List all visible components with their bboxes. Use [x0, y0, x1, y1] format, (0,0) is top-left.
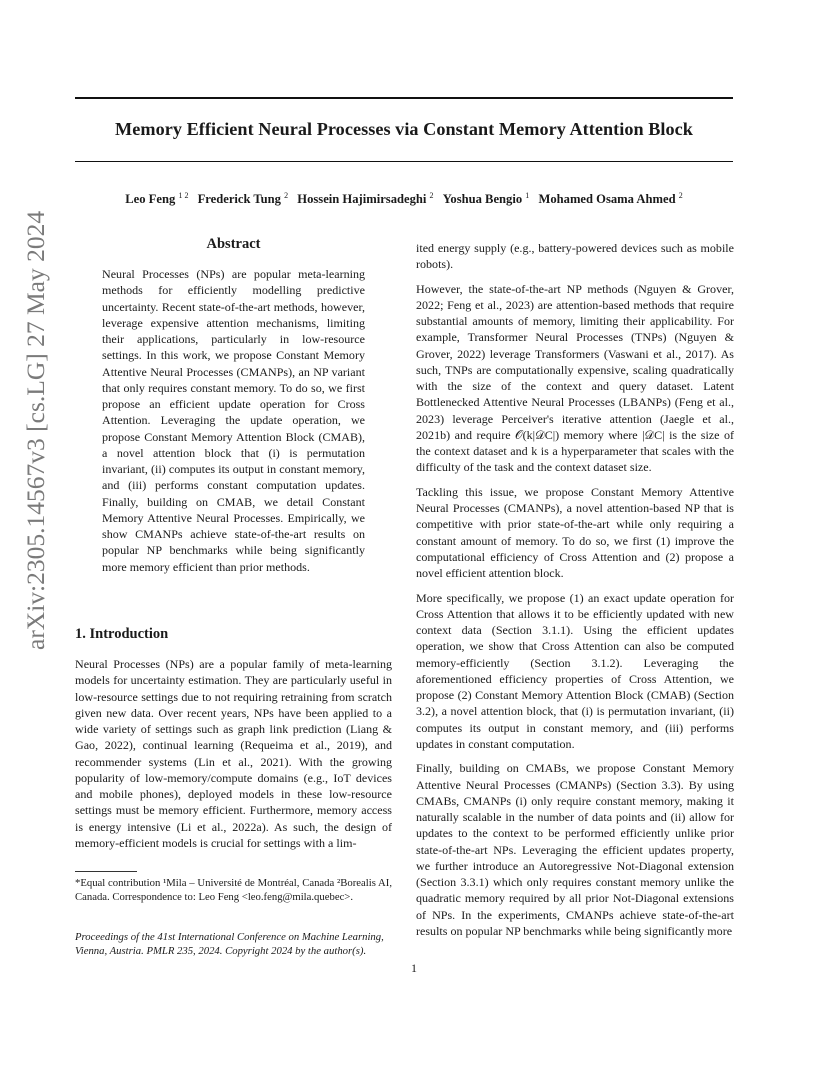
- proceedings-note: Proceedings of the 41st International Conference on Machine Learning, Vienna, Austria. PMLR 235, 2024. Copyright 2024 by the author(s).: [75, 931, 384, 958]
- paper-title: Memory Efficient Neural Processes via Constant Memory Attention Block: [115, 119, 693, 139]
- paragraph: Neural Processes (NPs) are a popular family of meta-learning models for uncertainty estimation. They are particularly useful in low-resource settings due to not requiring retraining from scratch given new data. Over recent years, NPs have been applied to a wide variety of settings such as graph link prediction (Liang & Gao, 2022), continual learning (Requeima et al., 2019), and recommender systems (Lin et al., 2021). With the growing popularity of low-memory/compute domains (e.g., IoT devices and mobile phones), deployed models in these low-resource settings must be memory efficient. Furthermore, memory access is energy intensive (Li et al., 2022a). As such, the design of memory-efficient models is crucial for settings with a lim-: [75, 657, 392, 850]
- title-bottom-rule: [75, 161, 733, 162]
- paragraph: ited energy supply (e.g., battery-powered devices such as mobile robots).: [416, 241, 734, 272]
- arxiv-identifier-stamp: arXiv:2305.14567v3 [cs.LG] 27 May 2024: [21, 210, 50, 650]
- paragraph: Finally, building on CMABs, we propose Constant Memory Attentive Neural Processes (CMANPs) (Section 3.3). By using CMABs, CMANPs (i) only require constant memory, making it naturally scalable in the number of data points and (ii) allow for updates to the context to be performed efficiently unlike prior state-of-the-art NPs. Leveraging the efficient updates property, we further introduce an Autoregressive Not-Diagonal extension (Section 3.3.1) which only requires constant memory unlike the quadratic memory required by all prior Not-Diagonal extensions of NPs. In the experiments, CMANPs achieve state-of-the-art results on popular NP benchmarks while being significantly more: [416, 761, 734, 938]
- author-list: [75, 191, 733, 207]
- author: Yoshua Bengio $^1$: [442, 191, 530, 207]
- author: Leo Feng $^{1 2}$: [125, 191, 189, 207]
- author: Mohamed Osama Ahmed $^2$: [538, 191, 683, 207]
- section-heading: 1. Introduction: [75, 626, 169, 642]
- abstract-heading: Abstract: [206, 236, 261, 252]
- top-rule: [75, 97, 733, 99]
- footnote-divider: [75, 871, 137, 872]
- paragraph: More specifically, we propose (1) an exact update operation for Cross Attention that allows it to be efficiently updated with new context data (Section 3.1.1). Using the efficient updates operation, we show that Cross Attention can also be computed memory-efficiently (Section 3.1.2). Leveraging the aforementioned efficiency properties of Cross Attention, we propose (2) Constant Memory Attention Block (CMAB) (Section 3.2), a novel attention block, that (i) is permutation invariant, (ii) computes its output in constant memory, and (iii) performs updates in constant computation.: [416, 590, 734, 751]
- page-number: 1: [411, 961, 417, 975]
- right-column: [416, 240, 734, 947]
- paragraph: However, the state-of-the-art NP methods (Nguyen & Grover, 2022; Feng et al., 2023) are attention-based methods that require substantial amounts of memory, limiting their applicability. For example, Transformer Neural Processes (TNPs) (Nguyen & Grover, 2022) leverage Transformers (Vaswani et al., 2017). As such, TNPs are computationally expensive, scaling quadratically with the size of the context and query dataset. Latent Bottlenecked Attentive Neural Processes (LBANPs) (Feng et al., 2023) leverage Perceiver's iterative attention (Jaegle et al., 2021b) and require 𝒪(k|𝒟C|) memory where |𝒟C| is the size of the context dataset and k is a hyperparameter that scales with the difficulty of the task and the context dataset size.: [416, 281, 734, 475]
- intro-paragraph: [75, 656, 392, 851]
- abstract-text: Neural Processes (NPs) are popular meta-learning methods for efficiently modelling predictive uncertainty. Recent state-of-the-art methods, however, leverage expensive attention mechanisms, limiting their applications, particularly in low-resource settings. In this work, we propose Constant Memory Attentive Neural Processes (CMANPs), an NP variant that only requires constant memory. To do so, we first propose an efficient update operation for Cross Attention. Leveraging the update operation, we propose Constant Memory Attention Block (CMAB), a novel attention block that (i) is permutation invariant, (ii) computes its output in constant memory, and (iii) performs constant computation updates. Finally, building on CMAB, we detail Constant Memory Attentive Neural Processes. Empirically, we show CMANPs achieve state-of-the-art results on popular NP benchmarks while being significantly more memory efficient than prior methods.: [102, 267, 365, 574]
- footnote: *Equal contribution ¹Mila – Université de Montréal, Canada ²Borealis AI, Canada. Correspondence to: Leo Feng <leo.feng@mila.quebec>.: [75, 877, 392, 904]
- paragraph: Tackling this issue, we propose Constant Memory Attentive Neural Processes (CMANPs), a novel attention-based NP that is competitive with prior state-of-the-art while only requiring a constant amount of memory. To do so, we first (1) improve the computational efficiency of Cross Attention and (2) propose a novel efficient attention block.: [416, 484, 734, 581]
- author: Hossein Hajimirsadeghi $^2$: [297, 191, 434, 207]
- author: Frederick Tung $^2$: [197, 191, 289, 207]
